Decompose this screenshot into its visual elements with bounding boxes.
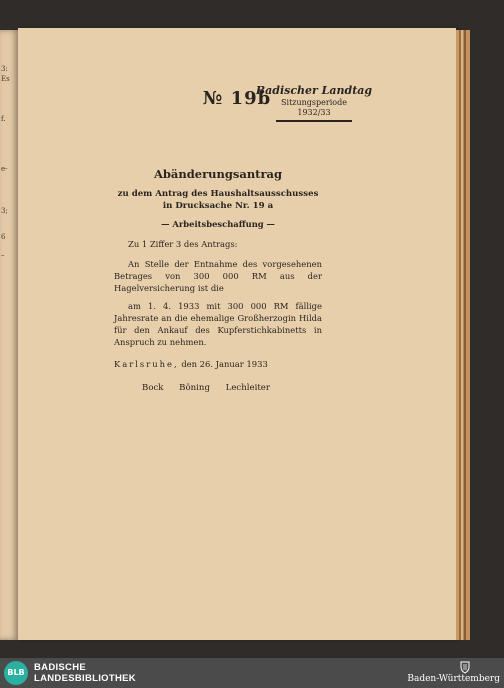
parliament-header <box>254 84 374 122</box>
session-label: Sitzungsperiode <box>281 98 347 107</box>
library-name-line1: BADISCHE <box>34 662 87 673</box>
document-body <box>114 168 322 394</box>
left-mark: 3: <box>1 65 8 73</box>
parliament-title: Badischer Landtag <box>255 84 373 97</box>
signer-name: Bock <box>142 383 164 393</box>
coat-of-arms-icon <box>458 660 472 674</box>
library-name-line2: LANDESBIBLIOTHEK <box>34 673 136 684</box>
paragraph-2: am 1. 4. 1933 mit 300 000 RM fällige Jahresrate an die ehemalige Großherzogin Hilda für den Ankauf des Kupferstichkabinetts in Anspruch zu nehmen. <box>114 301 322 347</box>
header-rule <box>276 120 352 122</box>
signer-name: Böning <box>179 383 210 393</box>
region-name[interactable]: Baden-Württemberg <box>407 674 500 684</box>
left-mark: Es <box>1 75 10 83</box>
left-mark: – <box>1 251 5 259</box>
session-years: 1932/33 <box>297 108 331 117</box>
intro-paragraph: Zu 1 Ziffer 3 des Antrags: <box>128 239 238 249</box>
paragraph-1: An Stelle der Entnahme des vorgesehenen Betrages von 300 000 RM aus der Hagelversicherung ist die <box>114 259 322 293</box>
place-date: den 26. Januar 1933 <box>181 359 268 369</box>
left-mark: f. <box>1 115 6 123</box>
place-date-line <box>114 358 322 370</box>
left-mark: e- <box>1 165 8 173</box>
document-number: № 19b <box>202 88 272 109</box>
document-title: Abänderungsantrag <box>153 167 283 181</box>
left-mark: 6 <box>1 233 6 241</box>
document-subtitle: zu dem Antrag des Haushaltsausschusses in Drucksache Nr. 19 a <box>117 189 319 211</box>
section-heading: — Arbeitsbeschaffung — <box>161 219 275 229</box>
document-page <box>18 28 456 640</box>
signer-name: Lechleiter <box>225 383 270 393</box>
library-footer <box>0 658 504 688</box>
left-page-fragment <box>0 30 18 640</box>
place-city: Karlsruhe, <box>114 359 179 369</box>
page-stack-edge <box>456 30 470 640</box>
library-name[interactable] <box>34 662 136 684</box>
left-mark: 3; <box>1 207 8 215</box>
blb-logo-icon[interactable]: BLB <box>4 661 28 685</box>
signers <box>142 382 270 394</box>
